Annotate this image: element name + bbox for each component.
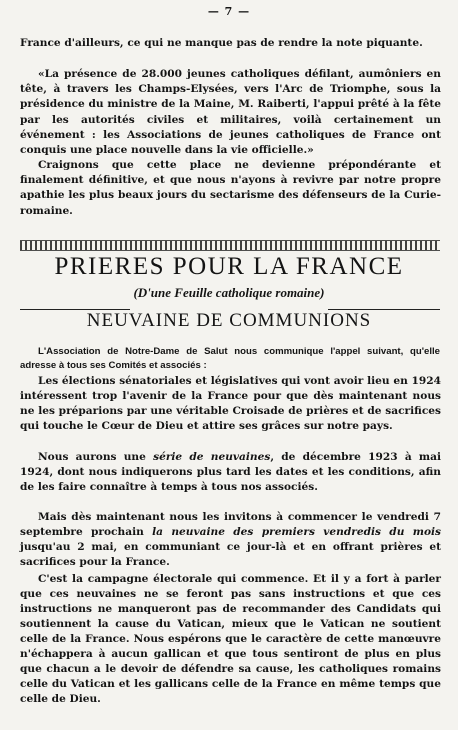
ornamental-divider <box>20 240 440 251</box>
paragraph-text: Les élections sénatoriales et législatives qui vont avoir lieu en 1924 intéressent trop l'avenir de la France pour que dès maintenant nous ne les préparions par une véritable Croisade de prières et de sacrifices qui touche le Cœur de Dieu et attire ses grâces sur notre pays. <box>20 375 441 432</box>
section-title: PRIERES POUR LA FRANCE <box>54 253 404 280</box>
body-paragraph-1 <box>20 374 441 434</box>
paragraph-text <box>20 510 441 570</box>
text-run: , de décembre 1923 à mai 1924, dont nous indiquerons plus tard les dates et les conditions, afin de les faire connaître à temps à tous nos associés. <box>20 451 441 493</box>
body-paragraph-2 <box>20 450 441 495</box>
text-run: jusqu'au 2 mai, en communiant ce jour-là et en offrant prières et sacrifices pour la France. <box>20 541 441 568</box>
body-paragraph-4 <box>20 572 441 707</box>
paragraph-text <box>20 450 441 495</box>
top-paragraph-3 <box>20 158 441 219</box>
italic-text: la neuvaine des premiers vendredis du mois <box>152 526 442 538</box>
body-paragraph-3 <box>20 510 441 570</box>
text-run: Nous aurons une <box>38 451 154 463</box>
paragraph-text: France d'ailleurs, ce qui ne manque pas de rendre la note piquante. <box>20 37 423 49</box>
text-run: Mais dès maintenant nous les invitons à commencer le vendredi 7 septembre prochain <box>20 511 441 538</box>
top-paragraph-1 <box>20 36 441 51</box>
section-heading: NEUVAINE DE COMMUNIONS <box>86 310 372 331</box>
page-number: — 7 — <box>207 5 251 18</box>
italic-text: série de neuvaines <box>153 451 271 463</box>
quotation-paragraph: «La présence de 28.000 jeunes catholiques défilant, aumôniers en tête, à travers les Champs-Elysées, vers l'Arc de Triomphe, sous la présidence du ministre de la Maine, M. Raiberti, l'appui prêté à la fête par les autorités civiles et militaires, voilà certainement un événement : les Associations de jeunes catholiques de France ont conquis une place nouvelle dans la vie officielle.» <box>20 68 441 157</box>
paragraph-text: C'est la campagne électorale qui commence. Et il y a fort à parler que ces neuvaines ne se feront pas sans instructions et que ces instructions ne manqueront pas de recommander des Candidats qui soutiennent la cause du Vatican, mieux que le Vatican ne soutient celle de la France. Nous espérons que le caractère de cette manœuvre n'échappera à aucun gallican et que tous sentiront de plus en plus que chacun a le devoir de défendre sa cause, les catholiques romains celle du Vatican et les gallicans celle de la France en même temps que celle de Dieu. <box>20 573 441 705</box>
intro-paragraph: L'Association de Notre-Dame de Salut nous communique l'appel suivant, qu'elle adresse à tous ses Comités et associés : <box>20 346 440 371</box>
paragraph-text: Craignons que cette place ne devienne prépondérante et finalement définitive, et que nous n'ayons à revivre par notre propre apathie les plus beaux jours du sectarisme des défenseurs de la Curie-romaine. <box>20 159 441 217</box>
section-subtitle: (D'une Feuille catholique romaine) <box>133 285 325 300</box>
top-paragraph-2 <box>20 67 441 158</box>
